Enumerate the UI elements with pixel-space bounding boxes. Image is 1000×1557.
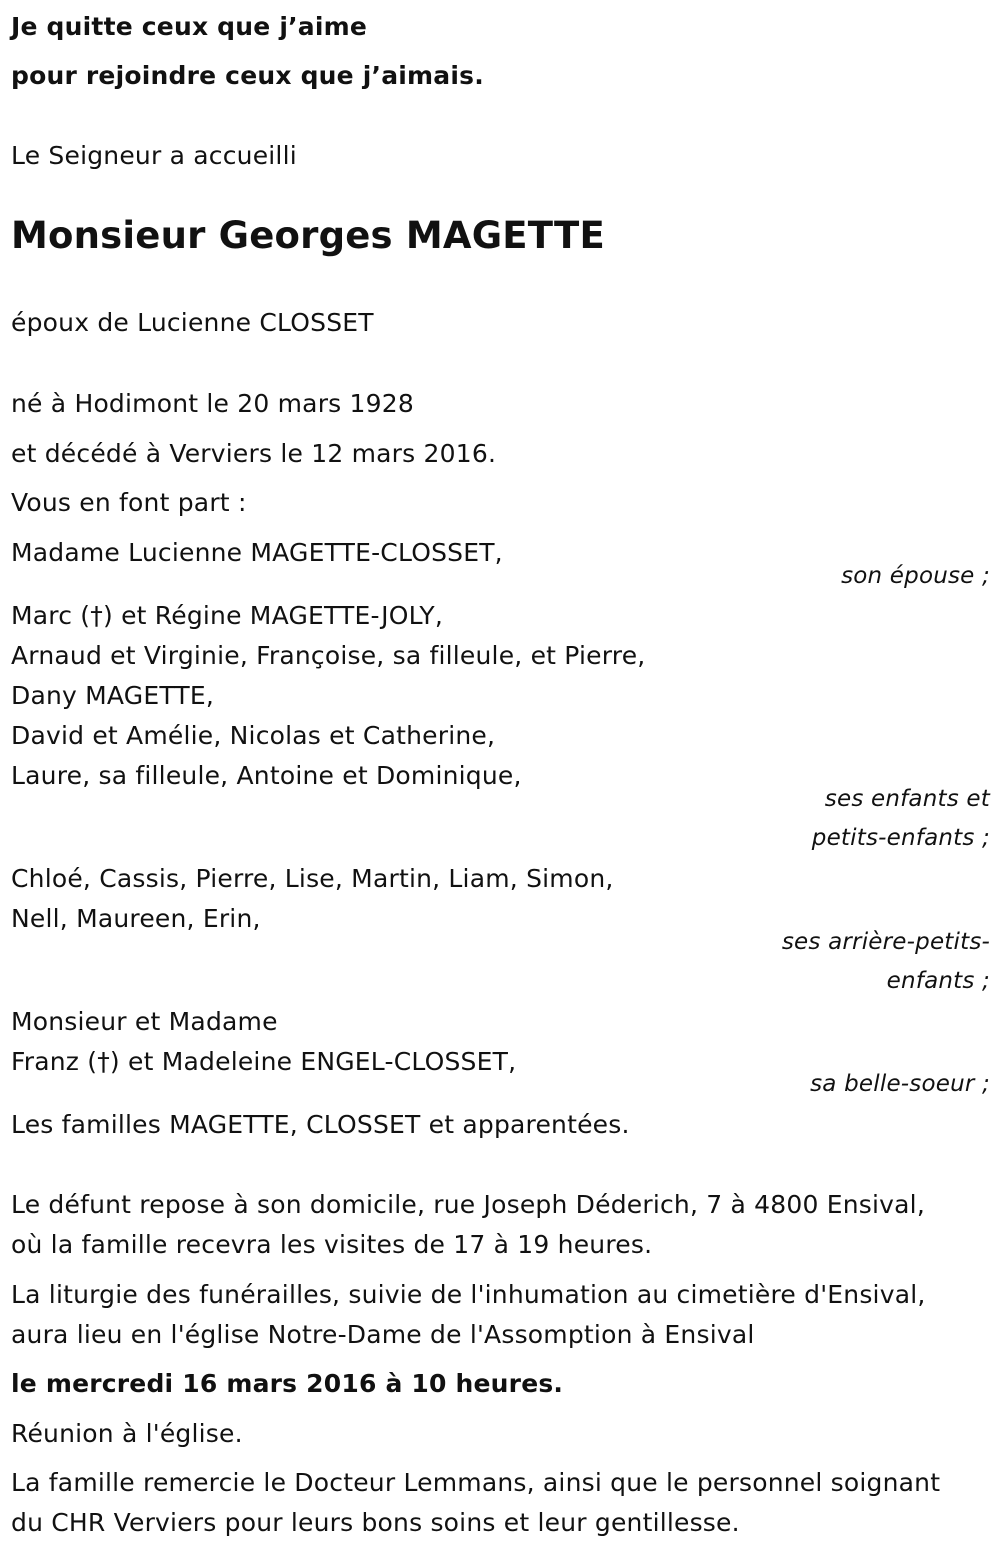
child-line: Arnaud et Virginie, Françoise, sa filleule, et Pierre,: [11, 641, 646, 670]
child-line: David et Amélie, Nicolas et Catherine,: [11, 721, 496, 750]
intro-text: Le Seigneur a accueilli: [11, 141, 297, 170]
meeting-text: Réunion à l'église.: [11, 1419, 243, 1448]
child-line: Marc (†) et Régine MAGETTE-JOLY,: [11, 601, 443, 630]
repose-line-2: où la famille recevra les visites de 17 à 19 heures.: [11, 1230, 653, 1259]
repose-line-1: Le défunt repose à son domicile, rue Joseph Déderich, 7 à 4800 Ensival,: [11, 1190, 925, 1219]
liturgy-line-1: La liturgie des funérailles, suivie de l'inhumation au cimetière d'Ensival,: [11, 1280, 926, 1309]
children-role-line-2: petits-enfants ;: [811, 825, 990, 851]
great-grandchild-line: Nell, Maureen, Erin,: [11, 904, 261, 933]
death-text: et décédé à Verviers le 12 mars 2016.: [11, 439, 497, 468]
great-grandchildren-role-line-2: enfants ;: [886, 968, 990, 994]
great-grandchild-line: Chloé, Cassis, Pierre, Lise, Martin, Liam, Simon,: [11, 864, 614, 893]
spouse-text: époux de Lucienne CLOSSET: [11, 308, 374, 337]
epigraph-line-1: Je quitte ceux que j’aime: [11, 12, 368, 41]
thanks-line-1: La famille remercie le Docteur Lemmans, ainsi que le personnel soignant: [11, 1468, 941, 1497]
epigraph-line-2: pour rejoindre ceux que j’aimais.: [11, 61, 484, 90]
liturgy-line-2: aura lieu en l'église Notre-Dame de l'Assomption à Ensival: [11, 1320, 755, 1349]
great-grandchildren-role-line-1: ses arrière-petits-: [781, 929, 990, 955]
children-role-line-1: ses enfants et: [824, 786, 990, 812]
child-line: Dany MAGETTE,: [11, 681, 215, 710]
deceased-name: Monsieur Georges MAGETTE: [11, 214, 605, 257]
sister-line: Monsieur et Madame: [11, 1007, 278, 1036]
birth-text: né à Hodimont le 20 mars 1928: [11, 389, 414, 418]
sister-role: sa belle-soeur ;: [810, 1071, 990, 1097]
sister-line: Franz (†) et Madeleine ENGEL-CLOSSET,: [11, 1047, 517, 1076]
child-line: Laure, sa filleule, Antoine et Dominique,: [11, 761, 522, 790]
funeral-date-time: le mercredi 16 mars 2016 à 10 heures.: [11, 1369, 564, 1398]
announce-text: Vous en font part :: [11, 488, 247, 517]
families-text: Les familles MAGETTE, CLOSSET et apparentées.: [11, 1110, 630, 1139]
spouse-line: Madame Lucienne MAGETTE-CLOSSET,: [11, 538, 503, 567]
thanks-line-2: du CHR Verviers pour leurs bons soins et leur gentillesse.: [11, 1508, 740, 1537]
spouse-role: son épouse ;: [841, 563, 990, 589]
